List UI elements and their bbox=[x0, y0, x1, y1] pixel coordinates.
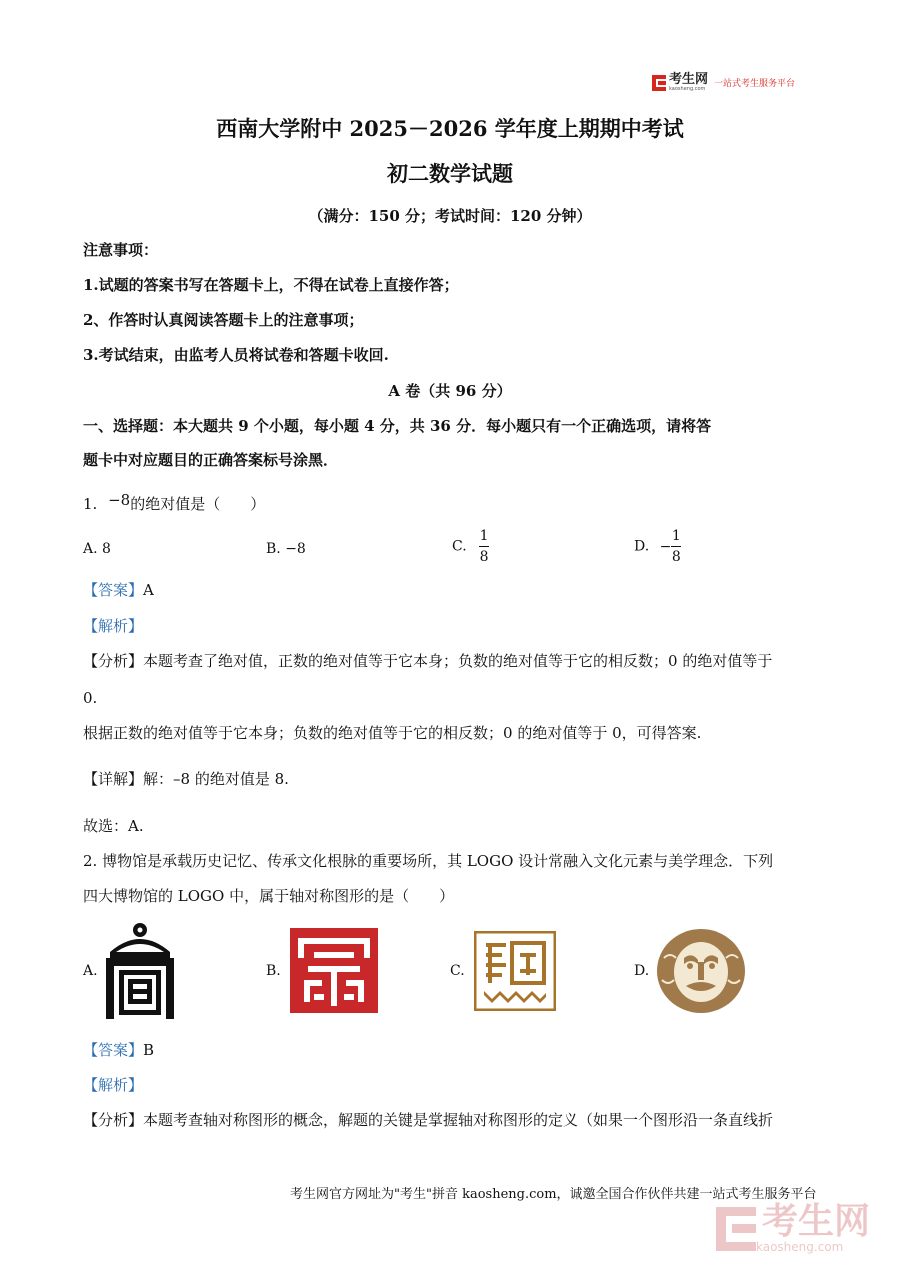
exam-subject: 初二数学试题 bbox=[387, 161, 513, 186]
exam-title: 西南大学附中 2025－2026 学年度上期期中考试 bbox=[216, 116, 684, 141]
question-1-expr: −8 bbox=[108, 491, 131, 509]
header-brand-url: kaosheng.com bbox=[669, 86, 706, 92]
q2-analysis-tag: 【解析】 bbox=[83, 1076, 144, 1094]
logo-c-image bbox=[474, 931, 556, 1011]
q1-option-d: D. − $\frac{1}{8}$ bbox=[634, 528, 681, 565]
kaosheng-logo-icon bbox=[652, 75, 666, 91]
watermark-logo-icon bbox=[716, 1207, 756, 1251]
watermark-url: kaosheng.com bbox=[756, 1240, 844, 1254]
watermark-text: 考生网 bbox=[762, 1201, 871, 1242]
logo-d-image bbox=[656, 928, 746, 1014]
question-2-stem-cont: 四大博物馆的 LOGO 中，属于轴对称图形的是（ ） bbox=[83, 887, 455, 905]
question-1-stem: 1. −8的绝对值是（ ） bbox=[83, 491, 266, 513]
question-2-stem: 2. 博物馆是承载历史记忆、传承文化根脉的重要场所，其 LOGO 设计常融入文化元素与美学理念．下列 bbox=[83, 852, 774, 870]
q2-option-c-label: C. bbox=[450, 963, 465, 979]
q2-option-a-label: A. bbox=[83, 963, 98, 979]
q2-option-b-label: B. bbox=[266, 963, 281, 979]
q1-analysis-tag: 【解析】 bbox=[83, 617, 144, 635]
q2-option-d-label: D. bbox=[634, 963, 650, 979]
notice-item: 2、作答时认真阅读答题卡上的注意事项； bbox=[83, 311, 364, 329]
q2-answer: 【答案】B bbox=[83, 1041, 155, 1059]
q1-detail: 【详解】解：–8 的绝对值是 8. bbox=[83, 770, 289, 788]
q1-fenxi-method: 根据正数的绝对值等于它本身；负数的绝对值等于它的相反数；0 的绝对值等于 0，可得答案. bbox=[83, 724, 702, 742]
header-brand: 考生网 bbox=[669, 72, 709, 87]
q1-fenxi-cont: 0. bbox=[83, 689, 98, 707]
watermark bbox=[716, 1201, 871, 1254]
part1-instruction: 一、选择题：本大题共 9 个小题，每小题 4 分，共 36 分．每小题只有一个正确选项，请将答 bbox=[83, 417, 712, 435]
q2-fenxi: 【分析】本题考查轴对称图形的概念，解题的关键是掌握轴对称图形的定义（如果一个图形沿一条直线折 bbox=[83, 1111, 774, 1129]
notice-item: 1.试题的答案书写在答题卡上，不得在试卷上直接作答； bbox=[83, 276, 459, 294]
q1-option-a: A. 8 bbox=[83, 541, 111, 557]
logo-a-image bbox=[104, 922, 176, 1019]
page-footer: 考生网官方网址为"考生"拼音 kaosheng.com，诚邀全国合作伙伴共建一站式考生服务平台 bbox=[290, 1187, 817, 1202]
notice-heading: 注意事项： bbox=[83, 241, 159, 259]
q1-answer: 【答案】A bbox=[83, 581, 154, 599]
header-logo bbox=[652, 73, 795, 92]
header-slogan: 一站式考生服务平台 bbox=[714, 79, 796, 89]
exam-info: （满分：150 分；考试时间：120 分钟） bbox=[308, 207, 592, 225]
q1-option-c: C. $\frac{1}{8}$ bbox=[452, 528, 489, 565]
notice-item: 3.考试结束，由监考人员将试卷和答题卡收回. bbox=[83, 346, 389, 364]
q1-option-b: B. −8 bbox=[266, 541, 306, 557]
section-a-heading: A 卷（共 96 分） bbox=[388, 382, 512, 400]
part1-instruction: 题卡中对应题目的正确答案标号涂黑． bbox=[83, 451, 339, 469]
q1-choice: 故选：A. bbox=[83, 817, 144, 835]
q1-fenxi: 【分析】本题考查了绝对值，正数的绝对值等于它本身；负数的绝对值等于它的相反数；0 的绝对值等于 bbox=[83, 652, 773, 670]
logo-b-image bbox=[290, 928, 378, 1013]
